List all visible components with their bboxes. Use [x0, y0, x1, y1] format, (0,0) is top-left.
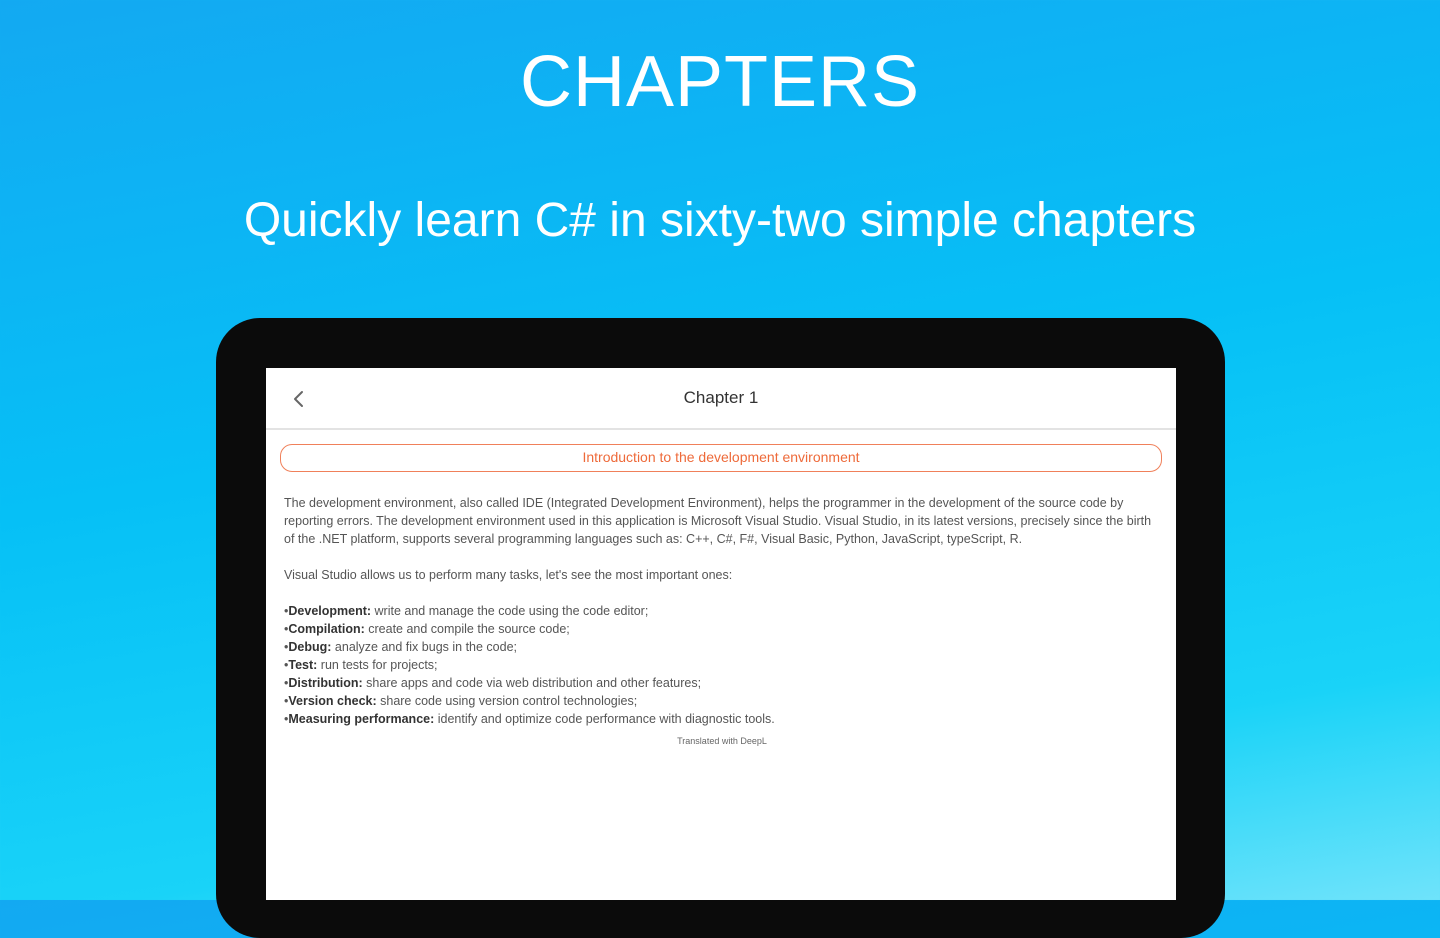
feature-desc: identify and optimize code performance with diagnostic tools. — [434, 712, 775, 726]
bullet: • — [284, 658, 289, 672]
paragraph-intro: The development environment, also called IDE (Integrated Development Environment), helps the programmer in the development of the source code by reporting errors. The development environment used in this application is Microsoft Visual Studio. Visual Studio, in its latest versions, precisely since the birth of the .NET platform, supports several programming languages such as: C++, C#, F#, Visual Basic, Python, JavaScript, typeScript, R. — [284, 496, 1152, 546]
feature-desc: create and compile the source code; — [364, 622, 570, 636]
bullet: • — [284, 622, 289, 636]
bullet: • — [284, 712, 289, 726]
list-item — [284, 710, 1160, 728]
feature-term: Version check: — [288, 694, 377, 708]
bullet: • — [284, 604, 289, 618]
chapter-content — [284, 494, 1160, 748]
list-item — [284, 620, 1160, 638]
feature-desc: share apps and code via web distribution and other features; — [362, 676, 702, 690]
section-title: Introduction to the development environment — [280, 444, 1162, 472]
list-item — [284, 692, 1160, 710]
feature-list — [284, 602, 1160, 728]
feature-desc: analyze and fix bugs in the code; — [331, 640, 517, 654]
feature-term: Test: — [288, 658, 318, 672]
list-item — [284, 674, 1160, 692]
feature-desc: write and manage the code using the code editor; — [371, 604, 649, 618]
bullet: • — [284, 694, 289, 708]
app-screen — [266, 368, 1176, 900]
bullet: • — [284, 676, 289, 690]
header-title: Chapter 1 — [683, 388, 759, 407]
paragraph-tasks: Visual Studio allows us to perform many tasks, let's see the most important ones: — [284, 568, 733, 582]
feature-desc: run tests for projects; — [317, 658, 438, 672]
promo-title: CHAPTERS — [519, 42, 921, 122]
feature-desc: share code using version control technologies; — [376, 694, 638, 708]
list-item — [284, 638, 1160, 656]
bullet: • — [284, 640, 289, 654]
app-header — [266, 368, 1176, 430]
feature-term: Debug: — [288, 640, 332, 654]
feature-term: Development: — [288, 604, 372, 618]
list-item — [284, 602, 1160, 620]
list-item — [284, 656, 1160, 674]
feature-term: Distribution: — [288, 676, 363, 690]
feature-term: Measuring performance: — [288, 712, 435, 726]
feature-term: Compilation: — [288, 622, 365, 636]
translation-footnote: Translated with DeepL — [677, 736, 767, 746]
promo-subtitle: Quickly learn C# in sixty-two simple chapters — [243, 194, 1197, 247]
